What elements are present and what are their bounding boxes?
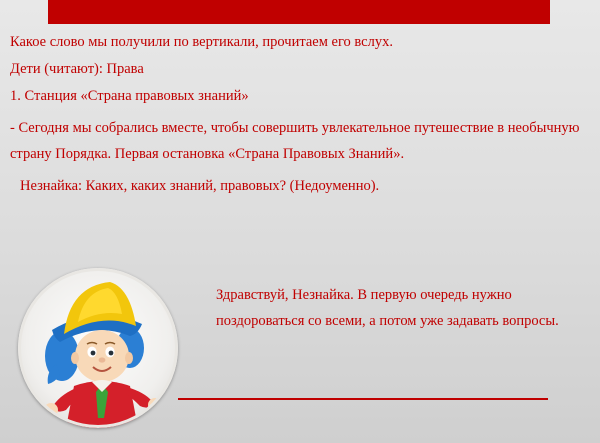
- body-text-block: [10, 30, 590, 199]
- body-line-2: Дети (читают): Права: [10, 61, 144, 77]
- speech-underline: [178, 398, 548, 400]
- portrait-ring: [18, 268, 178, 428]
- body-line-4: - Сегодня мы собрались вместе, чтобы совершить увлекательное путешествие в необычную страну Порядка. Первая остановка «Страна Правовых Знаний».: [10, 120, 580, 162]
- speech-text: Здравствуй, Незнайка. В первую очередь нужно поздороваться со всеми, а потом уже задавать вопросы.: [216, 287, 559, 329]
- title-banner: [48, 0, 550, 24]
- body-line-3: 1. Станция «Страна правовых знаний»: [10, 88, 249, 104]
- neznaika-portrait: [18, 268, 178, 428]
- body-line-1: Какое слово мы получили по вертикали, прочитаем его вслух.: [10, 34, 393, 50]
- body-line-5: Незнайка: Каких, каких знаний, правовых? (Недоуменно).: [20, 178, 380, 194]
